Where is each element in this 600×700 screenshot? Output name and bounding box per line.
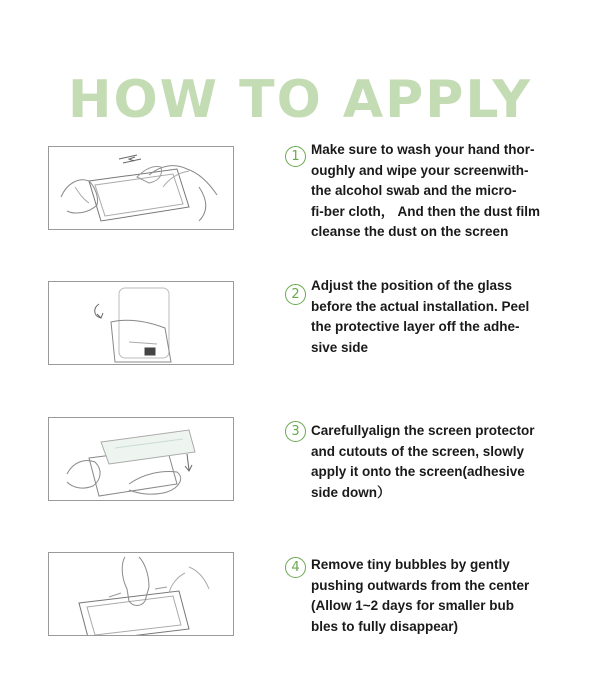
page-title: HOW TO APPLY — [67, 70, 533, 130]
step-3-line: side down） — [311, 484, 391, 500]
step-1-line: the alcohol swab and the micro- — [311, 183, 517, 198]
push-bubbles-illustration — [48, 552, 234, 636]
step-number-4: 4 — [285, 557, 306, 578]
step-number-1: 1 — [285, 146, 306, 167]
step-4-line: bles to fully disappear) — [311, 618, 459, 634]
step-3-line: Carefullyalign the screen protector — [311, 423, 535, 438]
step-number-2: 2 — [285, 284, 306, 305]
hands-wiping-phone-illustration — [48, 146, 234, 230]
step-3-text — [311, 421, 551, 503]
peel-protective-layer-illustration — [48, 281, 234, 365]
step-4-line: (Allow 1~2 days for smaller bub — [311, 598, 514, 613]
step-4-line: Remove tiny bubbles by gently — [311, 557, 510, 572]
step-3-line: and cutouts of the screen, slowly — [311, 443, 525, 459]
step-4-text — [311, 555, 551, 637]
step-1-line: oughly and wipe your screenwith- — [311, 162, 529, 178]
step-2-line: Adjust the position of the glass — [311, 278, 513, 293]
step-3-line: apply it onto the screen(adhesive — [311, 464, 525, 479]
step-4-line: pushing outwards from the center — [311, 577, 530, 593]
step-2-line: the protective layer off the adhe- — [311, 319, 520, 334]
align-protector-illustration — [48, 417, 234, 501]
step-1-line: cleanse the dust on the screen — [311, 224, 509, 239]
step-2-text — [311, 276, 551, 358]
step-2-line: sive side — [311, 339, 369, 355]
step-2-line: before the actual installation. Peel — [311, 298, 530, 314]
step-1-line: Make sure to wash your hand thor- — [311, 142, 535, 157]
step-1-text — [311, 140, 551, 243]
step-number-3: 3 — [285, 421, 306, 442]
step-1-line: fi-ber cloth， And then the dust film — [311, 203, 540, 219]
